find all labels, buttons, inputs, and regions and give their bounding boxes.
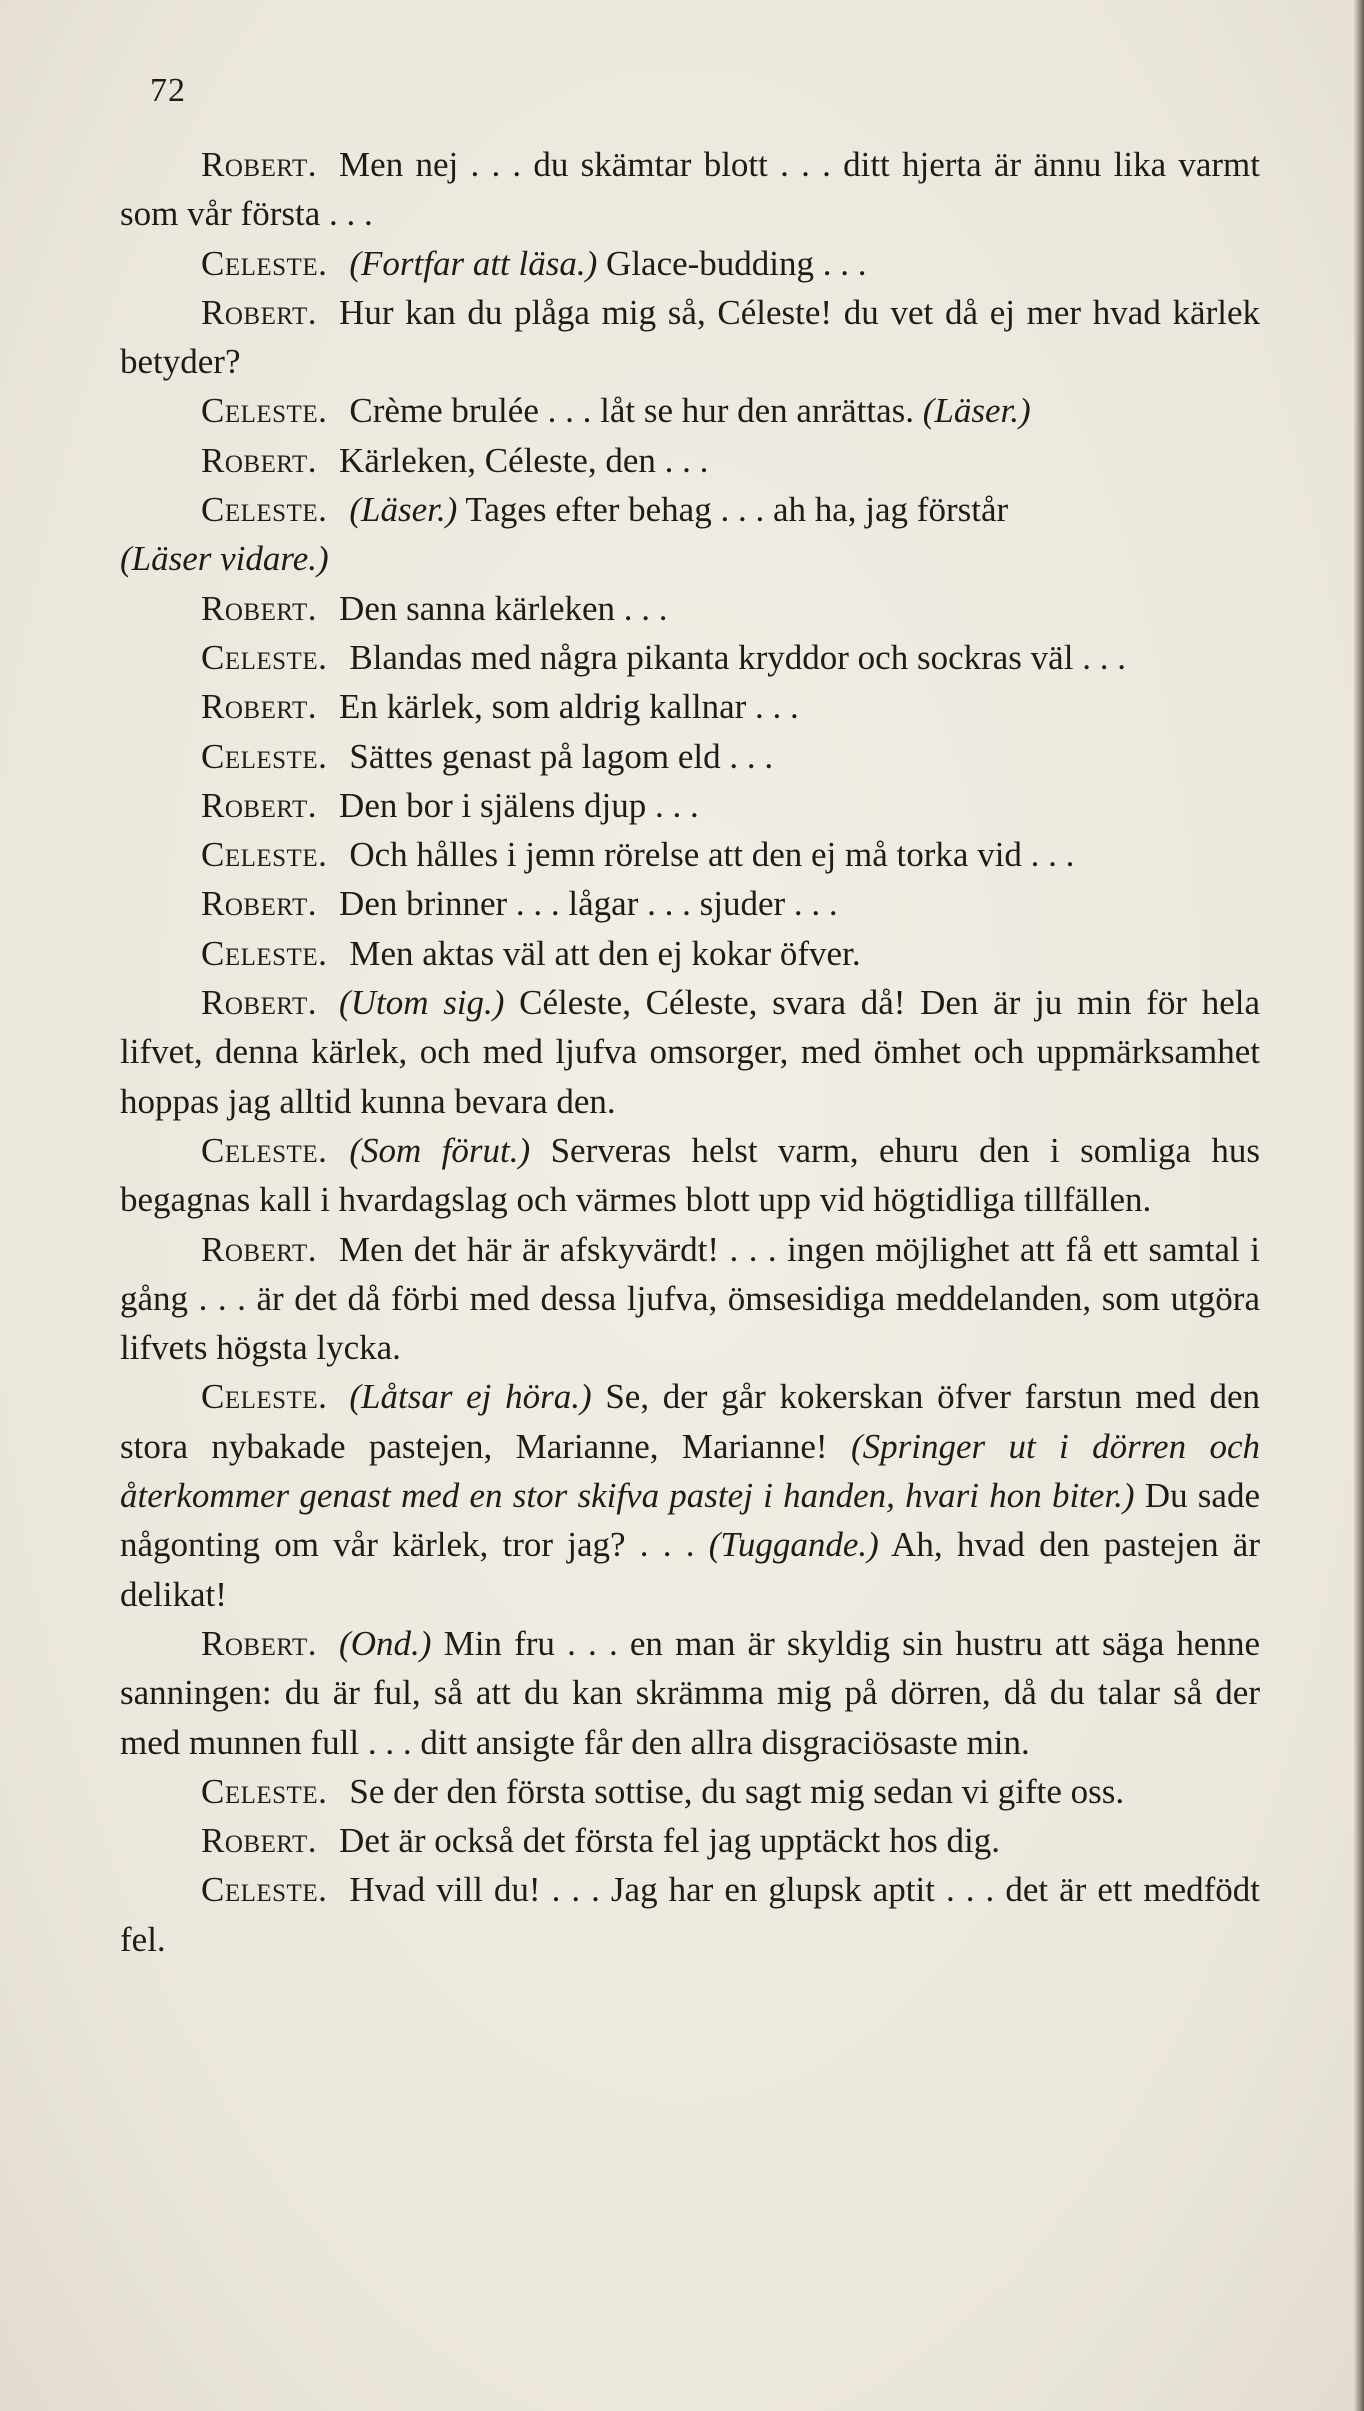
spoken-text: Kärleken, Céleste, den . . .	[339, 440, 709, 480]
dialogue-paragraph	[120, 386, 1260, 435]
dialogue-paragraph	[120, 830, 1260, 879]
dialogue-paragraph	[120, 436, 1260, 485]
speaker-name: Celeste.	[201, 490, 328, 530]
dialogue-paragraph	[120, 1816, 1260, 1865]
speaker-name: Robert.	[201, 1623, 318, 1663]
stage-direction: (Som förut.)	[349, 1130, 531, 1170]
spoken-text: Céleste, Céleste, svara då! Den är ju min för hela lifvet, denna kärlek, och med ljufva omsorger, med ömhet och uppmärksamhet hoppas jag alltid kunna bevara den.	[120, 983, 1260, 1121]
spoken-text: Men nej . . . du skämtar blott . . . ditt hjerta är ännu lika varmt som vår första . . .	[120, 145, 1260, 234]
dialogue-paragraph	[120, 1865, 1260, 1964]
stage-direction: (Fortfar att läsa.)	[349, 243, 598, 283]
page-edge-shadow	[1354, 0, 1364, 2411]
spoken-text: Tages efter behag . . . ah ha, jag förstår	[457, 490, 1009, 530]
dialogue-text	[120, 140, 1260, 1964]
spoken-text: Se, der går kokerskan öfver farstun med den stora nybakade pastejen, Marianne, Marianne!	[120, 1377, 1260, 1466]
stage-direction: (Tuggande.)	[708, 1525, 879, 1565]
dialogue-paragraph	[120, 1225, 1260, 1373]
spoken-text: Det är också det första fel jag upptäckt hos dig.	[339, 1821, 1000, 1861]
spoken-text: Hvad vill du! . . . Jag har en glupsk aptit . . . det är ett medfödt fel.	[120, 1870, 1260, 1959]
dialogue-paragraph	[120, 978, 1260, 1126]
speaker-name: Robert.	[201, 983, 318, 1023]
spoken-text: Och hålles i jemn rörelse att den ej må torka vid . . .	[349, 835, 1075, 875]
speaker-name: Robert.	[201, 1229, 318, 1269]
spoken-text: Blandas med några pikanta kryddor och sockras väl . . .	[349, 637, 1126, 677]
speaker-name: Celeste.	[201, 1870, 328, 1910]
dialogue-paragraph	[120, 682, 1260, 731]
speaker-name: Celeste.	[201, 736, 328, 776]
spoken-text: Hur kan du plåga mig så, Céleste! du vet då ej mer hvad kärlek betyder?	[120, 292, 1260, 382]
dialogue-paragraph	[120, 1767, 1260, 1816]
dialogue-paragraph	[120, 732, 1260, 781]
stage-direction: (Ond.)	[339, 1623, 432, 1663]
dialogue-paragraph	[120, 879, 1260, 928]
spoken-text: Ah, hvad den pastejen är delikat!	[120, 1525, 1260, 1614]
speaker-name: Celeste.	[201, 1771, 328, 1811]
speaker-name: Celeste.	[201, 933, 328, 973]
spoken-text: Men aktas väl att den ej kokar öfver.	[349, 933, 861, 973]
spoken-text: Se der den första sottise, du sagt mig sedan vi gifte oss.	[349, 1771, 1125, 1811]
spoken-text: En kärlek, som aldrig kallnar . . .	[339, 687, 799, 727]
dialogue-paragraph	[120, 140, 1260, 239]
dialogue-paragraph	[120, 239, 1260, 288]
speaker-name: Robert.	[201, 687, 318, 727]
dialogue-paragraph	[120, 1619, 1260, 1767]
speaker-name: Celeste.	[201, 1377, 328, 1417]
dialogue-paragraph	[120, 485, 1260, 534]
dialogue-paragraph	[120, 929, 1260, 978]
stage-direction: (Springer ut i dörren och återkommer genast med en stor skifva pastej i handen, hvari hon biter.)	[120, 1426, 1260, 1516]
spoken-text: Den bor i själens djup . . .	[339, 785, 699, 825]
speaker-name: Robert.	[201, 1821, 318, 1861]
speaker-name: Celeste.	[201, 243, 328, 283]
spoken-text: Den brinner . . . lågar . . . sjuder . . .	[339, 884, 838, 924]
dialogue-paragraph	[120, 1372, 1260, 1618]
speaker-name: Robert.	[201, 588, 318, 628]
speaker-name: Robert.	[201, 440, 318, 480]
speaker-name: Celeste.	[201, 391, 328, 431]
stage-direction: (Läser vidare.)	[120, 539, 329, 579]
spoken-text: Crème brulée . . . låt se hur den anrättas.	[349, 391, 923, 431]
dialogue-paragraph	[120, 584, 1260, 633]
dialogue-paragraph	[120, 534, 1260, 583]
speaker-name: Robert.	[201, 145, 318, 184]
page-number: 72	[150, 72, 186, 109]
spoken-text: Du sade någonting om vår kärlek, tror jag? . . .	[120, 1476, 1260, 1565]
stage-direction: (Utom sig.)	[339, 983, 505, 1023]
spoken-text: Men det här är afskyvärdt! . . . ingen möjlighet att få ett samtal i gång . . . är det då förbi med dessa ljufva, ömsesidiga meddelanden, som utgöra lifvets högsta lycka.	[120, 1229, 1260, 1368]
dialogue-paragraph	[120, 781, 1260, 830]
spoken-text: Sättes genast på lagom eld . . .	[349, 736, 774, 776]
dialogue-paragraph	[120, 288, 1260, 387]
spoken-text: Glace-budding . . .	[597, 243, 867, 283]
stage-direction: (Läser.)	[922, 391, 1031, 431]
stage-direction: (Läser.)	[349, 490, 458, 530]
dialogue-paragraph	[120, 1126, 1260, 1225]
spoken-text: Min fru . . . en man är skyldig sin hustru att säga henne sanningen: du är ful, så att du kan skrämma mig på dörren, då du talar så der med munnen full . . . ditt ansigte får den allra disgraciösaste min.	[120, 1623, 1260, 1762]
speaker-name: Celeste.	[201, 637, 328, 677]
spoken-text: Serveras helst varm, ehuru den i somliga hus begagnas kall i hvardagslag och värmes blott upp vid högtidliga tillfällen.	[120, 1130, 1261, 1220]
spoken-text: Den sanna kärleken . . .	[339, 588, 668, 628]
speaker-name: Celeste.	[201, 835, 328, 875]
dialogue-paragraph	[120, 633, 1260, 682]
speaker-name: Robert.	[201, 292, 318, 332]
speaker-name: Robert.	[201, 785, 318, 825]
speaker-name: Celeste.	[201, 1130, 328, 1170]
stage-direction: (Låtsar ej höra.)	[349, 1377, 592, 1417]
speaker-name: Robert.	[201, 884, 318, 924]
